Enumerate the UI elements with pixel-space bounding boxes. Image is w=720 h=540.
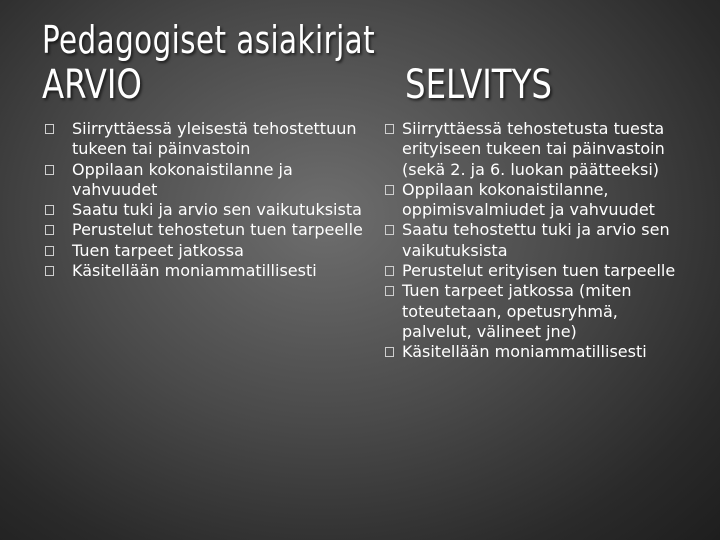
list-item-text: Käsitellään moniammatillisesti <box>402 342 647 362</box>
list-item <box>45 119 365 160</box>
list-item-text: Tuen tarpeet jatkossa (miten toteutetaan, opetusryhmä, palvelut, välineet jne) <box>402 281 632 341</box>
heading-selvitys: SELVITYS <box>405 62 552 108</box>
list-item-text: Saatu tehostettu tuki ja arvio sen vaikutuksista <box>402 220 670 260</box>
list-item-text: Perustelut erityisen tuen tarpeelle <box>402 261 676 281</box>
square-bullet-icon <box>385 286 394 296</box>
slide-title: Pedagogiset asiakirjat <box>42 18 376 62</box>
list-item <box>45 200 365 220</box>
list-item <box>385 281 685 342</box>
list-item <box>45 160 365 201</box>
list-item <box>385 119 685 180</box>
list-item <box>385 261 685 281</box>
arvio-list <box>45 119 365 281</box>
list-item <box>385 180 685 221</box>
list-item-text: Siirryttäessä tehostetusta tuesta erityiseen tukeen tai päinvastoin (sekä 2. ja 6. luokan päätteeksi) <box>402 119 665 179</box>
square-bullet-icon <box>45 165 54 175</box>
square-bullet-icon <box>385 185 394 195</box>
square-bullet-icon <box>45 124 54 134</box>
list-item-text: Siirryttäessä yleisestä tehostettuun tukeen tai päinvastoin <box>72 119 357 159</box>
list-item <box>45 220 365 240</box>
square-bullet-icon <box>385 347 394 357</box>
list-item-text: Käsitellään moniammatillisesti <box>72 261 317 281</box>
list-item <box>385 220 685 261</box>
list-item-text: Tuen tarpeet jatkossa <box>72 240 244 260</box>
square-bullet-icon <box>45 205 54 215</box>
list-item-text: Perustelut tehostetun tuen tarpeelle <box>72 220 363 240</box>
selvitys-list <box>385 119 685 363</box>
list-item-text: Oppilaan kokonaistilanne ja vahvuudet <box>72 159 293 199</box>
list-item <box>385 342 685 362</box>
heading-arvio: ARVIO <box>42 62 142 108</box>
list-item <box>45 261 365 281</box>
square-bullet-icon <box>45 246 54 256</box>
square-bullet-icon <box>385 124 394 134</box>
square-bullet-icon <box>385 225 394 235</box>
square-bullet-icon <box>385 266 394 276</box>
square-bullet-icon <box>45 266 54 276</box>
list-item <box>45 241 365 261</box>
square-bullet-icon <box>45 225 54 235</box>
list-item-text: Saatu tuki ja arvio sen vaikutuksista <box>72 200 362 220</box>
list-item-text: Oppilaan kokonaistilanne, oppimisvalmiudet ja vahvuudet <box>402 179 655 220</box>
